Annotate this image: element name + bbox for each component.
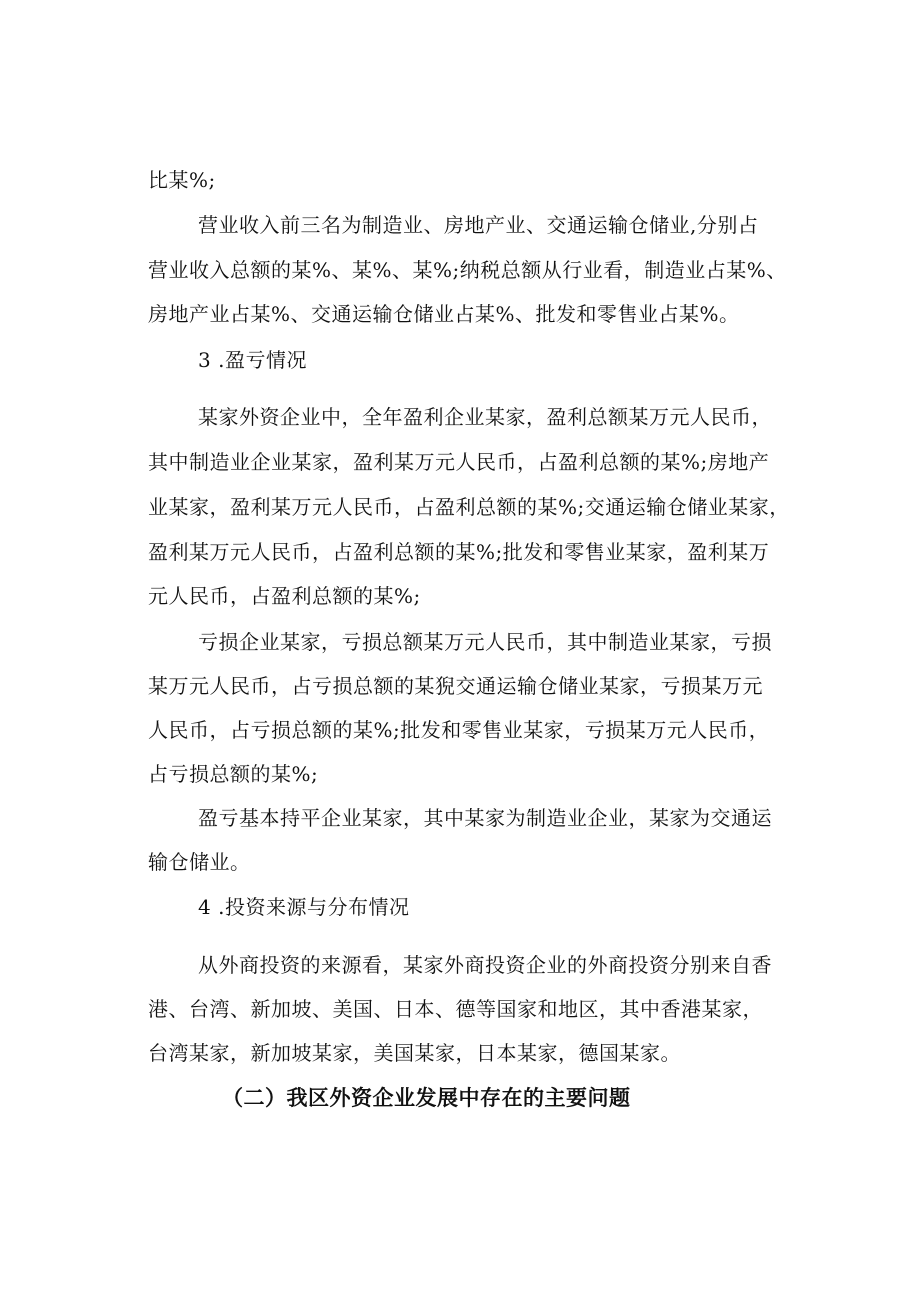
text-line: 台湾某家，新加坡某家，美国某家，日本某家，德国某家。: [148, 1041, 681, 1065]
section-heading-3: 3 .盈亏情况: [198, 348, 307, 372]
text-line: 亏损企业某家，亏损总额某万元人民币，其中制造业某家，亏损: [198, 630, 772, 654]
section-heading-4: 4 .投资来源与分布情况: [198, 895, 410, 919]
text-line: 某万元人民币，占亏损总额的某猊交通运输仓储业某家，亏损某万元: [148, 674, 763, 698]
text-line: 占亏损总额的某%;: [148, 762, 319, 786]
text-line: 某家外资企业中，全年盈利企业某家，盈利总额某万元人民币，: [198, 405, 772, 429]
text-line: 输仓储业。: [148, 850, 251, 874]
text-line: 营业收入总额的某%、某%、某%;纳税总额从行业看，制造业占某%、: [148, 258, 787, 282]
section-heading-2: （二）我区外资企业发展中存在的主要问题: [222, 1086, 631, 1110]
text-line: 盈利某万元人民币，占盈利总额的某%;批发和零售业某家，盈利某万: [148, 540, 770, 564]
text-line: 营业收入前三名为制造业、房地产业、交通运输仓储业,分别占: [198, 213, 759, 237]
text-line: 房地产业占某%、交通运输仓储业占某%、批发和零售业占某%。: [148, 302, 740, 326]
text-line: 业某家，盈利某万元人民币，占盈利总额的某%;交通运输仓储业某家，: [148, 495, 790, 519]
text-line: 人民币，占亏损总额的某%;批发和零售业某家，亏损某万元人民币，: [148, 718, 770, 742]
text-line: 其中制造业企业某家，盈利某万元人民币，占盈利总额的某%;房地产: [148, 450, 770, 474]
text-line: 元人民币，占盈利总额的某%;: [148, 584, 421, 608]
text-line: 盈亏基本持平企业某家，其中某家为制造业企业，某家为交通运: [198, 806, 772, 830]
text-line: 港、台湾、新加坡、美国、日本、德等国家和地区，其中香港某家，: [148, 997, 763, 1021]
text-line: 从外商投资的来源看，某家外商投资企业的外商投资分别来自香: [198, 953, 772, 977]
text-line: 比某%;: [148, 168, 216, 192]
